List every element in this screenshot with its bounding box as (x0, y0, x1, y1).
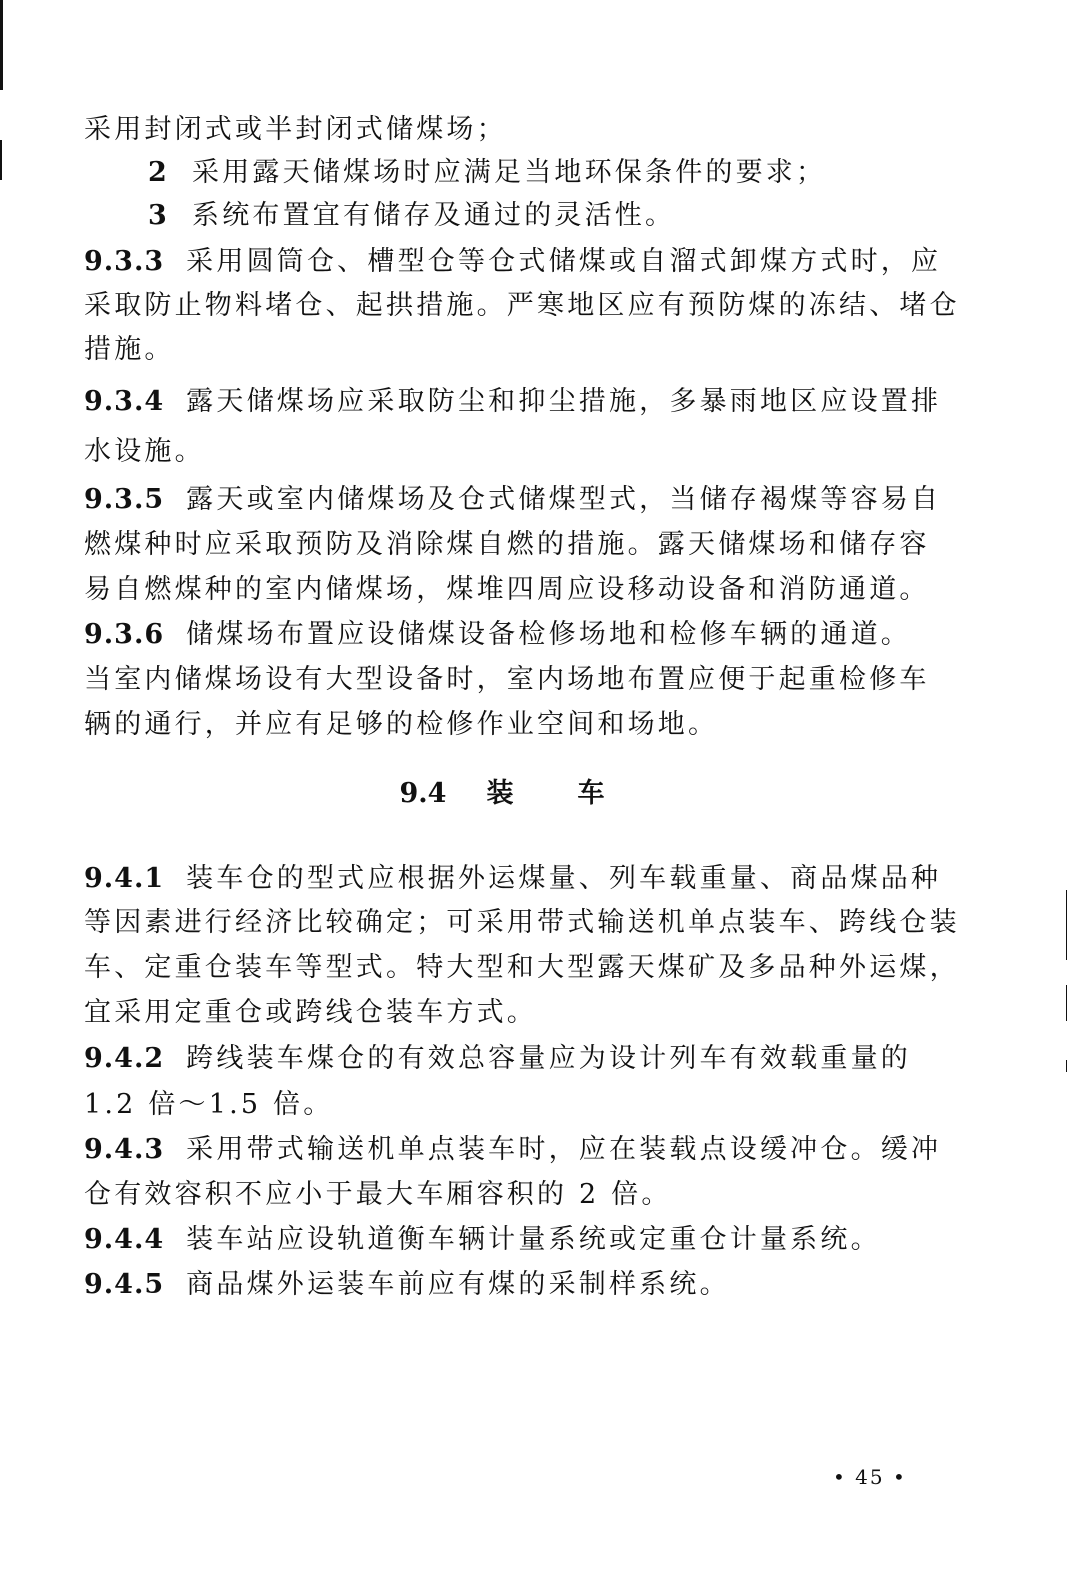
scan-edge-left (0, 0, 3, 90)
paragraph-line: 燃煤种时应采取预防及消除煤自燃的措施。露天储煤场和储存容 (84, 529, 930, 560)
clause-9-4-5: 9.4.5 商品煤外运装车前应有煤的采制样系统。 (84, 1269, 730, 1300)
paragraph-line: 仓有效容积不应小于最大车厢容积的 2 倍。 (84, 1179, 672, 1210)
paragraph-line: 等因素进行经济比较确定；可采用带式输送机单点装车、跨线仓装 (84, 907, 960, 938)
paragraph-line: 当室内储煤场设有大型设备时，室内场地布置应便于起重检修车 (84, 664, 930, 695)
clause-9-3-6: 9.3.6 储煤场布置应设储煤设备检修场地和检修车辆的通道。 (84, 619, 911, 650)
clause-9-3-3: 9.3.3 采用圆筒仓、槽型仓等仓式储煤或自溜式卸煤方式时，应 (84, 246, 942, 277)
clause-9-4-2: 9.4.2 跨线装车煤仓的有效总容量应为设计列车有效载重量的 (84, 1043, 911, 1074)
paragraph-line: 宜采用定重仓或跨线仓装车方式。 (84, 997, 537, 1028)
list-item: 3 系统布置宜有储存及通过的灵活性。 (148, 200, 676, 231)
clause-9-4-1: 9.4.1 装车仓的型式应根据外运煤量、列车载重量、商品煤品种 (84, 863, 942, 894)
paragraph-line: 辆的通行，并应有足够的检修作业空间和场地。 (84, 709, 719, 740)
list-item: 2 采用露天储煤场时应满足当地环保条件的要求； (148, 157, 827, 188)
clause-9-4-4: 9.4.4 装车站应设轨道衡车辆计量系统或定重仓计量系统。 (84, 1224, 881, 1255)
scan-edge-left (0, 140, 2, 180)
page-number: • 45 • (833, 1465, 907, 1489)
paragraph-line: 1.2 倍～1.5 倍。 (84, 1089, 334, 1120)
clause-9-4-3: 9.4.3 采用带式输送机单点装车时，应在装载点设缓冲仓。缓冲 (84, 1134, 942, 1165)
clause-9-3-4: 9.3.4 露天储煤场应采取防尘和抑尘措施，多暴雨地区应设置排 (84, 386, 942, 417)
paragraph-line: 车、定重仓装车等型式。特大型和大型露天煤矿及多品种外运煤， (84, 952, 960, 983)
paragraph-line: 措施。 (84, 334, 175, 365)
paragraph-line: 采用封闭式或半封闭式储煤场； (84, 114, 507, 145)
paragraph-line: 易自燃煤种的室内储煤场，煤堆四周应设移动设备和消防通道。 (84, 574, 930, 605)
paragraph-line: 水设施。 (84, 436, 205, 467)
section-heading: 9.4 装 车 (399, 778, 605, 809)
clause-9-3-5: 9.3.5 露天或室内储煤场及仓式储煤型式，当储存褐煤等容易自 (84, 484, 942, 515)
paragraph-line: 采取防止物料堵仓、起拱措施。严寒地区应有预防煤的冻结、堵仓 (84, 290, 960, 321)
